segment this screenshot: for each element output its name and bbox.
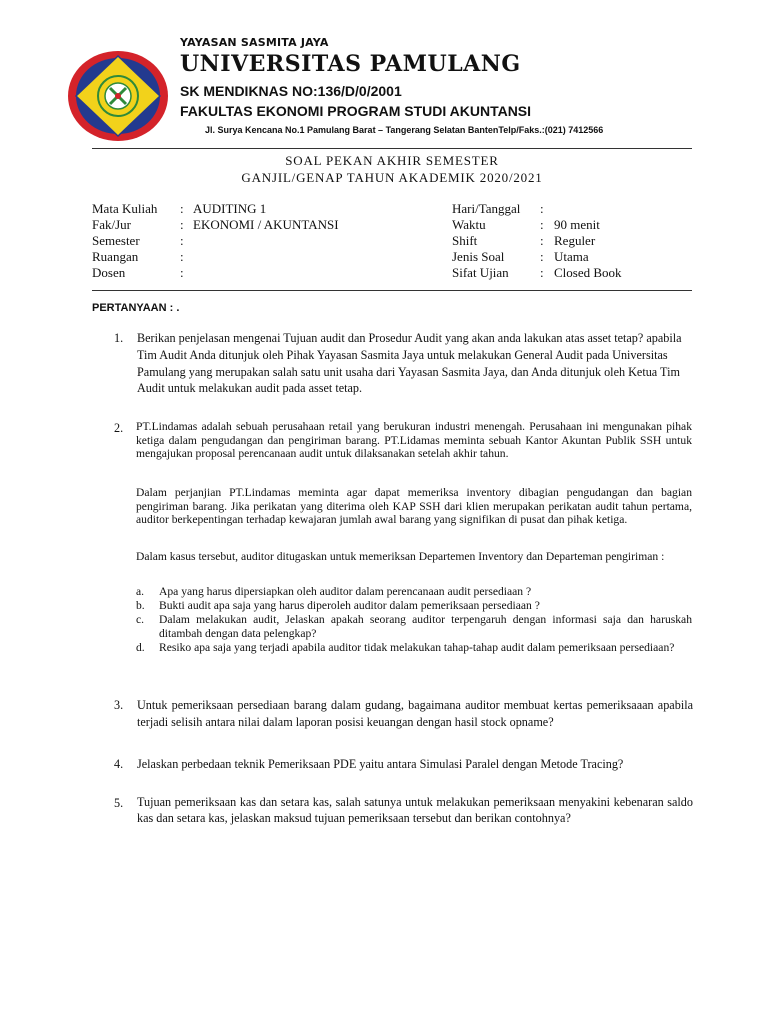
info-colon: : [540, 233, 544, 248]
university-name: UNIVERSITAS PAMULANG [180, 51, 521, 77]
info-label-mata-kuliah: Mata Kuliah [92, 201, 158, 216]
info-label-waktu: Waktu [452, 217, 486, 232]
academic-year: GANJIL/GENAP TAHUN AKADEMIK 2020/2021 [241, 170, 543, 185]
header-divider [92, 148, 692, 149]
sub-item-letter: a. [136, 585, 145, 598]
question-4-text: Jelaskan perbedaan teknik Pemeriksaan PDE yaitu antara Simulasi Paralel dengan Metode Tracing? [137, 757, 624, 771]
sk-number: SK MENDIKNAS NO:136/D/0/2001 [180, 83, 402, 99]
question-2-paragraph-3: Dalam kasus tersebut, auditor ditugaskan untuk memeriksan Departemen Inventory dan Departeman pengiriman : [136, 550, 665, 563]
info-colon: : [180, 265, 184, 280]
info-label-semester: Semester [92, 233, 140, 248]
address-line: Jl. Surya Kencana No.1 Pamulang Barat – Tangerang Selatan BantenTelp/Faks.:(021) 7412566 [205, 125, 604, 135]
sub-item-c-text: Dalam melakukan audit, Jelaskan apakah seorang auditor terpengaruh dengan informasi saja dan haruskah ditambah dengan data pelengkap? [159, 613, 692, 640]
questions-heading: PERTANYAAN : . [92, 302, 180, 314]
question-number: 5. [114, 796, 124, 810]
university-logo-icon [66, 48, 170, 144]
info-colon: : [180, 249, 184, 264]
question-2-paragraph-2: Dalam perjanjian PT.Lindamas meminta agar dapat memeriksa inventory dibagian pengudangan dan bagian pengiriman barang. Jika perikatan yang diterima oleh KAP SSH dari klien merupakan perikatan audit tahun pertama, auditor berkepentingan terhadap kewajaran jumlah awal barang yang signifikan di pusat dan pihak ketiga. [136, 486, 692, 526]
info-colon: : [540, 265, 544, 280]
sub-item-d-text: Resiko apa saja yang terjadi apabila auditor tidak melakukan tahap-tahap audit dalam pemeriksaan persediaan? [159, 641, 675, 654]
info-colon: : [540, 201, 544, 216]
info-divider [92, 290, 692, 291]
question-1-text: Berikan penjelasan mengenai Tujuan audit dan Prosedur Audit yang akan anda lakukan atas asset tetap? apabila Tim Audit Anda ditunjuk oleh Pihak Yayasan Sasmita Jaya untuk melakukan General Audit pada Universitas Pamulang yang merupakan salah satu unit usaha dari Yayasan Sasmita Jaya, dan Anda ditunjuk oleh Ketua Tim Audit untuk melakukan audit pada asset tetap. [137, 331, 682, 396]
info-colon: : [180, 217, 184, 232]
question-5-text: Tujuan pemeriksaan kas dan setara kas, salah satunya untuk melakukan pemeriksaan menyakini kebenaran saldo kas dan setara kas, jelaskan maksud tujuan pemeriksaan tersebut dan berikan contohnya? [137, 795, 693, 825]
info-colon: : [540, 249, 544, 264]
info-value-jenis-soal: Utama [554, 249, 589, 264]
question-number: 1. [114, 331, 124, 345]
info-label-hari-tanggal: Hari/Tanggal [452, 201, 521, 216]
exam-title: SOAL PEKAN AKHIR SEMESTER [285, 153, 499, 168]
sub-item-b-text: Bukti audit apa saja yang harus diperoleh auditor dalam pemeriksaan persediaan ? [159, 599, 540, 612]
question-number: 2. [114, 421, 124, 435]
info-label-shift: Shift [452, 233, 478, 248]
question-2-paragraph-1: PT.Lindamas adalah sebuah perusahaan retail yang berukuran industri menengah. Perusahaan ini mengunakan pihak ketiga dalam pengudangan dan pengiriman barang. PT.Lidamas meminta sebuah Kantor Akuntan Publik SSH untuk mengajukan proposal perencanaan audit untuk dilaksanakan setelah akhir tahun. [136, 420, 692, 460]
foundation-name: YAYASAN SASMITA JAYA [180, 36, 329, 49]
info-value-fak-jur: EKONOMI / AKUNTANSI [193, 217, 339, 232]
sub-item-letter: b. [136, 599, 145, 612]
info-value-sifat-ujian: Closed Book [554, 265, 622, 280]
info-label-ruangan: Ruangan [92, 249, 139, 264]
info-label-jenis-soal: Jenis Soal [452, 249, 505, 264]
info-label-fak-jur: Fak/Jur [92, 217, 131, 232]
info-colon: : [180, 233, 184, 248]
info-value-shift: Reguler [554, 233, 596, 248]
sub-item-a-text: Apa yang harus dipersiapkan oleh auditor dalam perencanaan audit persediaan ? [159, 585, 532, 598]
question-number: 3. [114, 698, 124, 712]
info-colon: : [180, 201, 184, 216]
info-label-sifat-ujian: Sifat Ujian [452, 265, 509, 280]
info-label-dosen: Dosen [92, 265, 126, 280]
info-value-waktu: 90 menit [554, 217, 600, 232]
sub-item-letter: c. [136, 613, 145, 626]
info-value-mata-kuliah: AUDITING 1 [193, 201, 267, 216]
question-number: 4. [114, 757, 124, 771]
sub-item-letter: d. [136, 641, 145, 654]
question-3-text: Untuk pemeriksaan persediaan barang dalam gudang, bagaimana auditor membuat kertas pemeriksaaan apabila terjadi selisih antara nilai dalam laporan posisi keuangan dengan hasil stock opname? [137, 698, 693, 729]
faculty-name: FAKULTAS EKONOMI PROGRAM STUDI AKUNTANSI [180, 103, 532, 119]
info-colon: : [540, 217, 544, 232]
